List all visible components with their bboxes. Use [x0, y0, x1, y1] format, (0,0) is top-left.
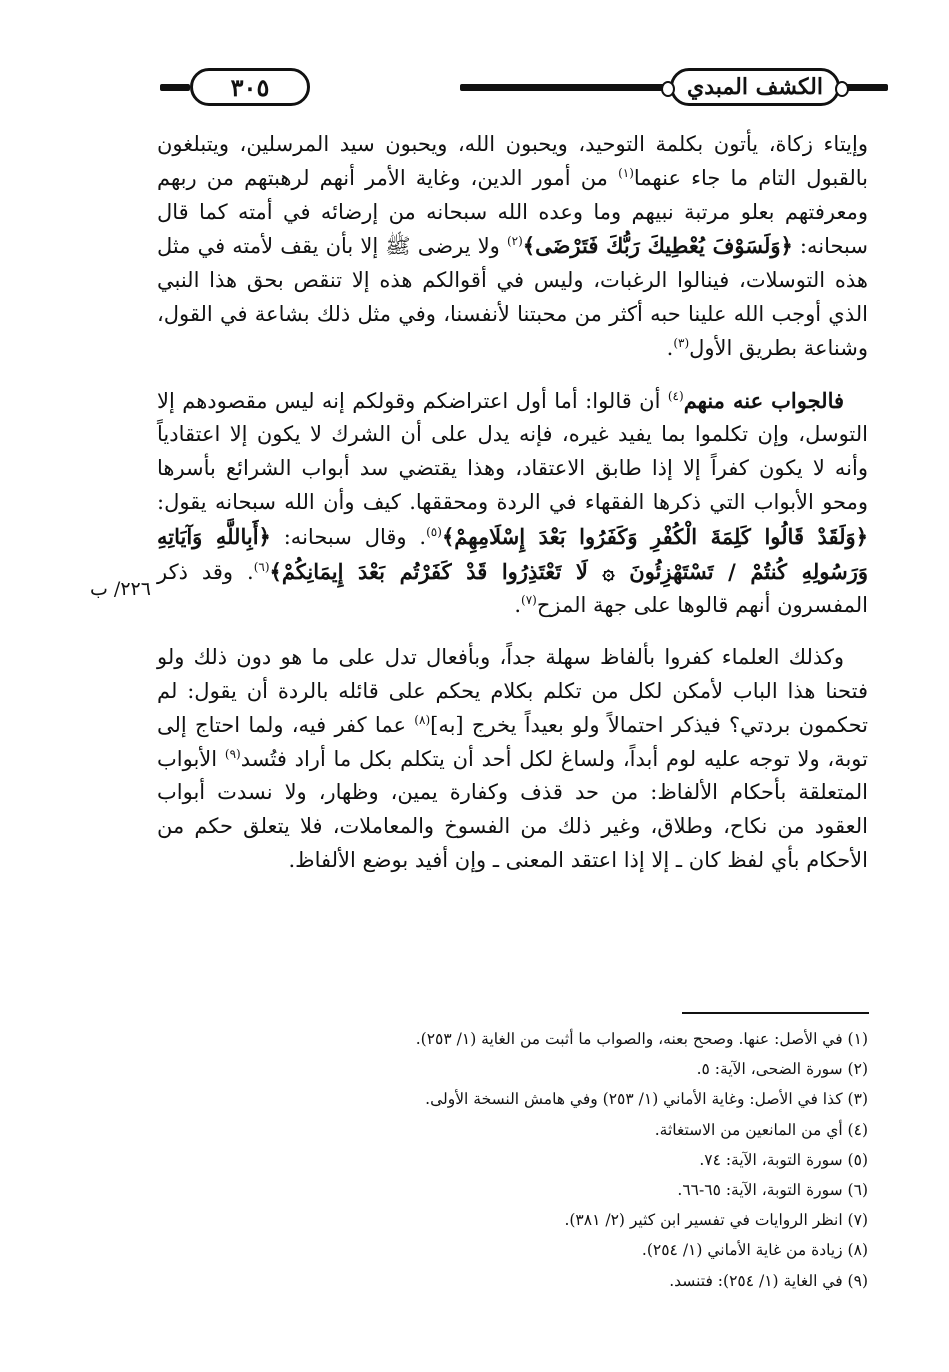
p2-text-2: . وقال سبحانه: [270, 524, 427, 549]
footnote-3: (٣) كذا في الأصل: وغاية الأماني (١/ ٢٥٣) وفي هامش النسخة الأولى. [425, 1090, 868, 1109]
footnote-7: (٧) انظر الروايات في تفسير ابن كثير (٢/ ٣٨١). [564, 1211, 868, 1230]
p3-text-3: الأبواب المتعلقة بأحكام الألفاظ: من حد قذف وكفارة يمين، وظهار، ولا نسدت أبواب العقود من نكاح، وطلاق، وغير ذلك من الفسوخ والمعاملات، فلا يتعلق حكم من الأحكام بأي لفظ كان ـ إلا إذا اعتقد المعنى ـ وإن أفيد بوضع الألفاظ. [157, 746, 868, 872]
p1-text-4: . [666, 335, 674, 360]
main-text [157, 128, 868, 878]
paragraph-2 [157, 384, 868, 624]
footnote-ref-6: (٦) [253, 559, 270, 574]
paragraph-3 [157, 641, 868, 878]
footnote-ref-4: (٤) [667, 388, 684, 403]
p2-lead: فالجواب عنه منهم [683, 387, 845, 413]
page-header [160, 62, 888, 114]
p3-text-2: عما كفر فيه، ولما احتاج إلى توبة، ولا توجه عليه لوم أبداً، ولساغ لكل أحد أن يتكلم بكل ما أراد فتُسد [157, 712, 868, 771]
page-number: ٣٠٥ [190, 68, 310, 106]
footnote-5: (٥) سورة التوبة، الآية: ٧٤. [699, 1150, 868, 1169]
header-rule-left [160, 84, 190, 91]
footnote-ref-3: (٣) [673, 335, 690, 350]
footnote-8: (٨) زيادة من غاية الأماني (١/ ٢٥٤). [641, 1241, 868, 1260]
footnote-6: (٦) سورة التوبة، الآية: ٦٥-٦٦. [677, 1181, 868, 1200]
footnote-ref-2: (٢) [506, 234, 523, 249]
p2-text-4: . [514, 593, 521, 618]
footnote-ref-8: (٨) [414, 712, 431, 727]
p1-text-1: وإيتاء زكاة، يأتون بكلمة التوحيد، ويحبون الله، ويحبون سيد المرسلين، ويتبلغون بالقبول التام ما جاء عنهما [157, 132, 869, 190]
quran-verse-1: ﴿وَلَسَوْفَ يُعْطِيكَ رَبُّكَ فَتَرْضَى﴾ [522, 233, 793, 259]
p1-text-3: ولا يرضى ﷺ إلا بأن يقف لأمته في مثل هذه التوسلات، فينالوا الرغبات، وليس في أقوالكم هذه إلا تنقص بحق هذا النبي الذي أوجب الله علينا حبه أكثر من محبتنا لأنفسنا، وفي مثل ذلك بشاعة في القول، وشناعة بطريق الأول [157, 234, 868, 360]
footnote-ref-5: (٥) [426, 524, 442, 539]
book-title: الكشف المبدي [670, 68, 840, 106]
p1-text-2: من أمور الدين، وغاية الأمر أنهم لرهبتهم من ربهم ومعرفتهم بعلو مرتبة نبيهم وما وعده الله سبحانه من إرضائه في أمته كما قال سبحانه: [157, 165, 868, 259]
footnote-2: (٢) سورة الضحى، الآية: ٥. [696, 1060, 868, 1079]
footnote-ref-1: (١) [618, 165, 634, 180]
quran-verse-2: ﴿وَلَقَدْ قَالُوا كَلِمَةَ الْكُفْرِ وَكَفَرُوا بَعْدَ إِسْلَامِهِمْ﴾ [441, 523, 868, 549]
footnote-separator [682, 1012, 869, 1014]
paragraph-1 [157, 128, 868, 366]
footnote-4: (٤) أي من المانعين من الاستغاثة. [654, 1120, 868, 1139]
manuscript-folio-note: ٢٢٦/ ب [90, 578, 151, 600]
p2-text-3: . وقد ذكر المفسرون أنهم قالوها على جهة المزح [157, 559, 868, 618]
footnotes [160, 1024, 868, 1296]
footnote-1: (١) في الأصل: عنها. وصحح بعنه، والصواب ما أثبت من الغاية (١/ ٢٥٣). [415, 1030, 868, 1048]
p2-text-1: أن قالوا: أما أول اعتراضكم وقولكم إنه ليس مقصودهم إلا التوسل، وإن تكلموا بما يفيد غيره، فإنه يدل على أن الشرك لا يكون إلا اعتقادياً وأنه لا يكون كفراً إلا إذا طابق الاعتقاد، وهذا يقتضي سد أبواب الشرائع بأسرها ومحو الأبواب التي ذكرها الفقهاء في الردة ومحققها. كيف وأن الله سبحانه يقول: [157, 388, 868, 514]
footnote-9: (٩) في الغاية (١/ ٢٥٤): فتنسد. [669, 1271, 868, 1290]
quran-verse-3: ﴿أَبِاللَّهِ وَآيَاتِهِ وَرَسُولِهِ كُنتُمْ / تَسْتَهْزِئُونَ ۞ لَا تَعْتَذِرُوا قَدْ كَفَرْتُم بَعْدَ إِيمَانِكُمْ﴾ [157, 523, 868, 584]
p3-text-1: وكذلك العلماء كفروا بألفاظ سهلة جداً، وبأفعال تدل على ما هو دون ذلك ولو فتحنا هذا الباب لأمكن لكل من تكلم بكلام يحكم على قائله بالردة أن يقول: لم تحكمون بردتي؟ فيذكر احتمالاً ولو بعيداً يخرج [به] [157, 645, 869, 737]
footnote-ref-9: (٩) [224, 746, 241, 761]
footnote-ref-7: (٧) [521, 593, 537, 608]
